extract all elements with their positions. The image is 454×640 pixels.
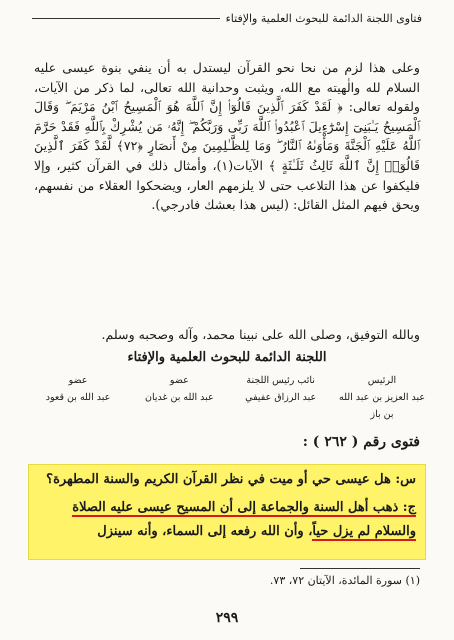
body-text	[34, 58, 420, 215]
signoff-line: وبالله التوفيق، وصلى الله على نبينا محمد، وآله وصحبه وسلم.	[101, 327, 420, 342]
answer-rest: ، وأن الله رفعه إلى السماء، وأنه سينزل	[97, 524, 313, 539]
committee-member	[233, 372, 329, 423]
member-role: عضو	[68, 375, 88, 386]
committee-member	[30, 372, 126, 423]
committee-members	[30, 372, 430, 423]
member-name: عبد الله بن غديان	[144, 392, 214, 403]
committee-member	[131, 372, 227, 423]
header-rule	[32, 18, 220, 19]
committee-member	[334, 372, 430, 423]
answer-text	[38, 496, 416, 544]
member-role: عضو	[169, 375, 189, 386]
member-name: عبد الرزاق عفيفي	[245, 392, 317, 403]
footnote: (١) سورة المائدة، الآيتان ٧٢، ٧٣.	[269, 574, 420, 587]
answer-underlined: ج: ذهب أهل السنة والجماعة إلى أن المسيح عيسى عليه الصلاة والسلام لم يزل حياً	[72, 500, 416, 539]
member-role: الرئيس	[367, 375, 397, 386]
member-name: عبد الله بن قعود	[45, 392, 111, 403]
fatwa-number: فتوى رقم ( ٢٦٢ ) :	[302, 434, 420, 450]
running-header	[32, 12, 422, 25]
question-answer	[38, 468, 416, 544]
body-paragraph: وعلى هذا لزم من نحا نحو القرآن ليستدل به أن ينفي بنوة عيسى عليه السلام لله والٰهيته مع الله، ويثبت وحدانية الله تعالى، لما ذكر من الآيات، ولقوله تعالى: ﴿ لَقَدْ كَفَرَ ٱلَّذِينَ قَالُوٓا۟ إِنَّ ٱللَّهَ هُوَ ٱلْمَسِيحُ ٱبْنُ مَرْيَمَ ۖ وَقَالَ ٱلْمَسِيحُ يَـٰبَنِىٓ إِسْرَٰٓءِيلَ ٱعْبُدُوا۟ ٱللَّهَ رَبِّى وَرَبَّكُمْ ۖ إِنَّهُۥ مَن يُشْرِكْ بِٱللَّهِ فَقَدْ حَرَّمَ ٱللَّهُ عَلَيْهِ ٱلْجَنَّةَ وَمَأْوَىٰهُ ٱلنَّارُ ۖ وَمَا لِلظَّـٰلِمِينَ مِنْ أَنصَارٍ ﴿٧٢﴾ لَّقَدْ كَفَرَ ٱلَّذِينَ قَالُوٓا۟ إِنَّ ٱللَّهَ ثَالِثُ ثَلَـٰثَةٍ ﴾ الآيات(١)، وأمثال ذلك في القرآن كثير، وإلا فليكفوا عن هذا التلاعب حتى لا يلزمهم العار، ويضحكوا العقلاء من نفسهم، ويحق فيهم المثل القائل: (ليس هذا بعشك فادرجي).	[34, 60, 420, 213]
member-role: نائب رئيس اللجنة	[246, 375, 315, 386]
member-name: عبد العزيز بن عبد الله بن باز	[338, 392, 425, 420]
footnote-rule	[300, 568, 420, 569]
page-number: ٢٩٩	[215, 610, 239, 626]
question-text: س: هل عيسى حي أو ميت في نظر القرآن الكريم والسنة المطهرة؟	[46, 472, 416, 487]
header-title: فتاوى اللجنة الدائمة للبحوث العلمية والإفتاء	[225, 12, 422, 25]
committee-title: اللجنة الدائمة للبحوث العلمية والإفتاء	[127, 350, 327, 365]
